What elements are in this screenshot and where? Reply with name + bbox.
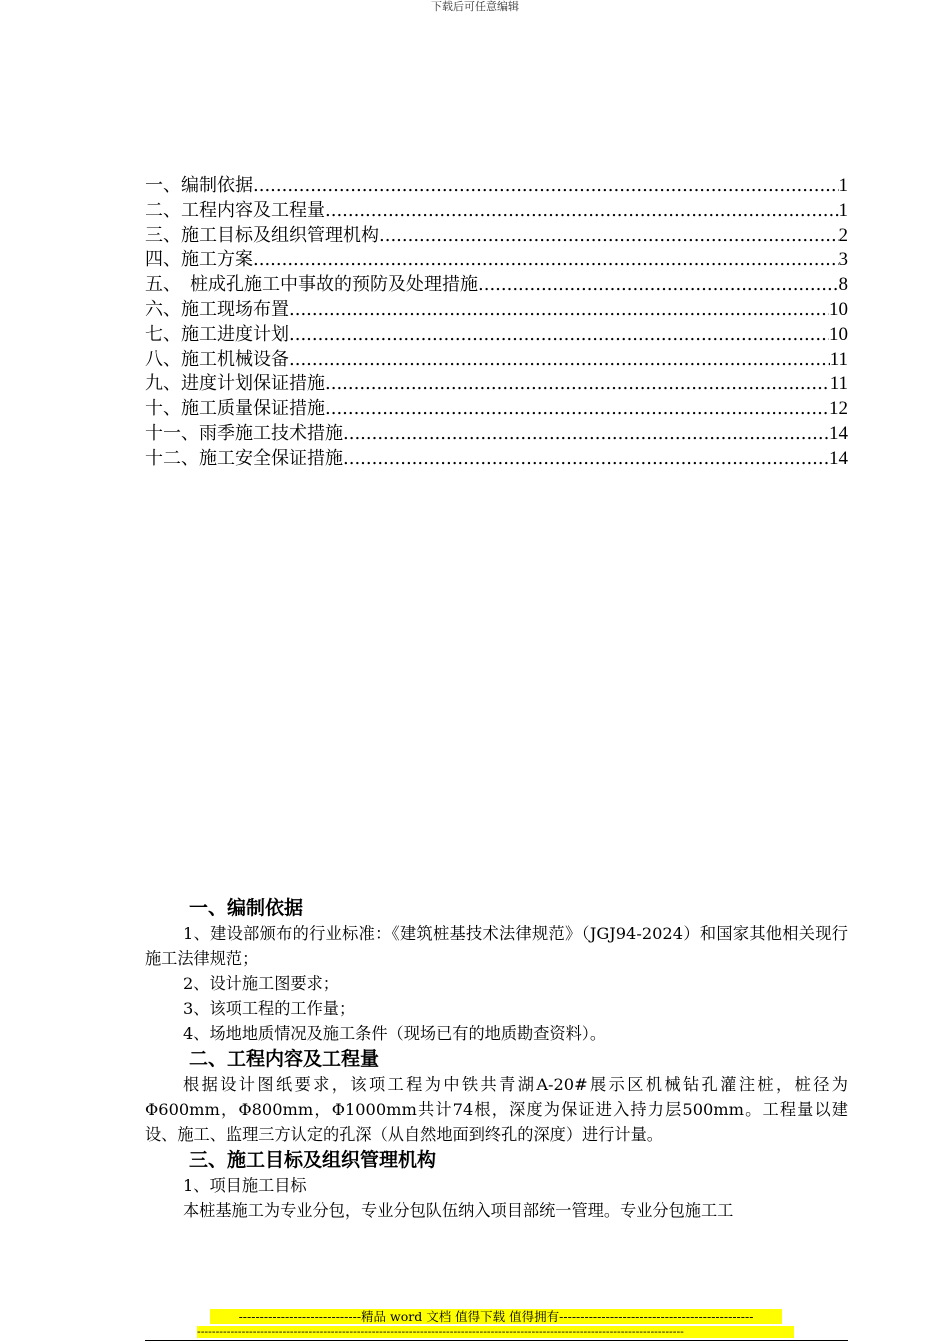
toc-entry[interactable] <box>145 397 848 422</box>
subheading: 1、项目施工目标 <box>183 1176 307 1195</box>
toc-entry[interactable] <box>145 273 848 298</box>
toc-entry-title: 十一、雨季施工技术措施 <box>145 422 343 444</box>
toc-entry[interactable] <box>145 422 848 447</box>
toc-entry-page: 11 <box>829 348 848 370</box>
toc-entry-title: 六、施工现场布置 <box>145 298 289 320</box>
document-body <box>145 895 848 1223</box>
footer-rule <box>145 1340 848 1341</box>
toc-dot-leader <box>343 447 829 472</box>
toc-dot-leader <box>289 348 830 373</box>
toc-entry-page: 8 <box>838 274 848 296</box>
toc-dot-leader <box>289 323 829 348</box>
toc-dot-leader <box>379 224 839 249</box>
toc-entry[interactable] <box>145 224 848 249</box>
toc-entry[interactable] <box>145 298 848 323</box>
page-header-note: 下载后可任意编辑 <box>431 0 519 13</box>
footer-banner: -----------------------------精品 word 文档 值得下载 值得拥有---------------------------------------------- <box>210 1309 782 1324</box>
toc-entry-page: 2 <box>838 224 848 246</box>
toc-entry[interactable] <box>145 348 848 373</box>
toc-entry-title: 十、施工质量保证措施 <box>145 398 325 420</box>
toc-entry[interactable] <box>145 248 848 273</box>
toc-entry[interactable] <box>145 174 848 199</box>
toc-entry-page: 10 <box>829 323 848 345</box>
toc-entry-title: 三、施工目标及组织管理机构 <box>145 224 379 246</box>
section-heading: 二、工程内容及工程量 <box>189 1048 380 1070</box>
toc-dot-leader <box>325 199 839 224</box>
toc-entry-page: 12 <box>829 398 848 420</box>
toc-entry-page: 14 <box>829 447 848 469</box>
toc-entry-title: 九、进度计划保证措施 <box>145 373 325 395</box>
toc-entry-page: 1 <box>838 199 848 221</box>
toc-dot-leader <box>478 273 839 298</box>
toc-entry[interactable] <box>145 372 848 397</box>
toc-dot-leader <box>325 372 830 397</box>
section-heading: 三、施工目标及组织管理机构 <box>189 1149 437 1171</box>
toc-entry-title: 八、施工机械设备 <box>145 348 289 370</box>
toc-dot-leader <box>343 422 829 447</box>
footer-dash-line: ----------------------------------------------------------------------------------------------------------------------------------- <box>197 1326 794 1338</box>
list-item: 4、场地地质情况及施工条件（现场已有的地质勘查资料）。 <box>183 1024 607 1043</box>
toc-dot-leader <box>253 248 839 273</box>
list-item: 2、设计施工图要求； <box>183 974 339 993</box>
toc-entry-title: 四、施工方案 <box>145 249 253 271</box>
toc-entry-page: 14 <box>829 422 848 444</box>
paragraph: 本桩基施工为专业分包，专业分包队伍纳入项目部统一管理。专业分包施工工 <box>183 1201 734 1220</box>
toc-dot-leader <box>325 397 829 422</box>
toc-dot-leader <box>253 174 839 199</box>
section-heading: 一、编制依据 <box>189 897 304 919</box>
toc-entry[interactable] <box>145 199 848 224</box>
paragraph: 根据设计图纸要求，该项工程为中铁共青湖A-20#展示区机械钻孔灌注桩，桩径为Φ600mm，Φ800mm，Φ1000mm共计74根，深度为保证进入持力层500mm。工程量以建设、施工、监理三方认定的孔深（从自然地面到终孔的深度）进行计量。 <box>145 1075 848 1144</box>
paragraph: 1、建设部颁布的行业标准：《建筑桩基技术法律规范》（JGJ94-2024）和国家其他相关现行施工法律规范； <box>145 924 848 968</box>
toc-entry-page: 3 <box>838 249 848 271</box>
toc-entry-title: 一、编制依据 <box>145 175 253 196</box>
toc-entry-title: 七、施工进度计划 <box>145 323 289 345</box>
toc-entry[interactable] <box>145 447 848 472</box>
toc-entry-page: 10 <box>829 298 848 320</box>
toc-entry-title: 二、工程内容及工程量 <box>145 199 325 221</box>
table-of-contents <box>145 174 848 472</box>
toc-entry-title: 十二、施工安全保证措施 <box>145 447 343 469</box>
toc-entry-title: 五、 桩成孔施工中事故的预防及处理措施 <box>145 274 478 296</box>
toc-entry[interactable] <box>145 323 848 348</box>
toc-entry-page: 11 <box>829 373 848 395</box>
toc-dot-leader <box>289 298 829 323</box>
toc-entry-page: 1 <box>838 175 848 196</box>
list-item: 3、该项工程的工作量； <box>183 999 356 1018</box>
